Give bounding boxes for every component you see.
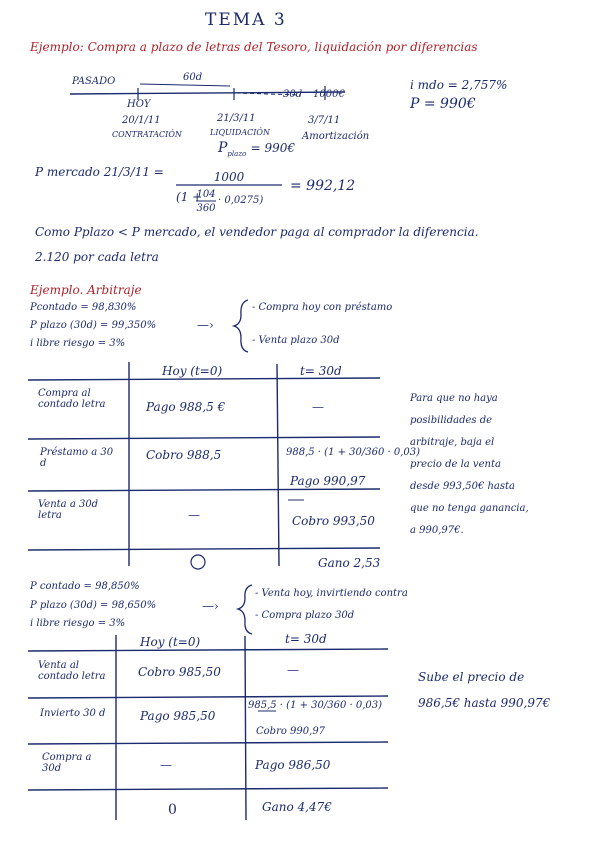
ex3-side-note [418,664,550,716]
timeline-d1-label: HOY [127,99,151,110]
ex3-row0-hoy: Cobro 985,50 [138,665,221,679]
ex2-side-note-1: posibilidades de [410,415,493,426]
ex2-row0-t: — [312,400,324,414]
ex3-strategy-0: - Venta hoy, invirtiendo contra [255,588,408,599]
formula-den-b-text: · 0,0275 [218,195,260,206]
ex2-col-t: t= 30d [300,364,342,378]
ex2-col-hoy: Hoy (t=0) [162,364,223,378]
formula-frac-den: 360 [196,203,216,214]
ex2-side-note-5: que no tenga ganancia, [410,503,529,514]
formula-result: = 992,12 [290,178,356,194]
timeline-nominal: 1000€ [313,89,345,100]
ex3-row1-hoy: Pago 985,50 [140,709,216,723]
plazo-price: P = 990€ [410,96,476,112]
ex2-side-note-0: Para que no haya [410,393,498,404]
ex3-param-0: P contado = 98,850% [30,581,140,592]
ex3-side-note-0: Sube el precio de [418,670,525,684]
timeline-d2-date: 21/3/11 [217,113,256,124]
ex2-row1-formula: 988,5 · (1 + 30/360 · 0,03) [286,447,421,458]
formula-frac-num: 104 [196,189,216,200]
formula-den-b: · 0,0275) [218,195,264,206]
ex2-row0-hoy: Pago 988,5 € [146,400,226,414]
ex3-total-hoy: 0 [168,802,177,818]
pplazo-subscript: plazo [227,149,247,158]
ex2-row2-label: Venta a 30d letra [38,499,99,521]
ex3-strategy-1: - Compra plazo 30d [255,610,355,621]
ex3-row1-label: Invierto 30 d [40,708,106,719]
pplazo-value: = 990€ [250,141,296,155]
ex3-row1-formula: 985,5 · (1 + 30/360 · 0,03) [248,700,383,711]
ex2-row2-t: Cobro 993,50 [292,514,375,528]
timeline-d2-price [218,140,295,158]
ex3-row0-label: Venta al contado letra [38,660,106,682]
ex3-row1-t: Cobro 990,97 [256,726,326,737]
timeline-d1-desc: CONTRATACIÓN [112,130,182,139]
ex3-param-1: P plazo (30d) = 98,650% [30,600,157,611]
ex2-row1-hoy: Cobro 988,5 [146,448,222,462]
ex2-row1-t: Pago 990,97 [290,474,366,488]
ex2-side-note-2: arbitraje, baja el [410,437,495,448]
ex3-row2-hoy: — [160,758,172,772]
timeline-pasado: PASADO [72,76,116,87]
ex2-strategy-1: - Venta plazo 30d [252,335,340,346]
ex3-total-t: Gano 4,47€ [262,800,332,814]
ex3-param-2: i libre riesgo = 3% [30,618,126,629]
ex2-param-0: Pcontado = 98,830% [30,302,137,313]
ex2-side-note-4: desde 993,50€ hasta [410,481,515,492]
formula-numerator: 1000 [213,170,245,184]
timeline-d3-date: 3/7/11 [308,115,341,126]
ex3-side-note-1: 986,5€ hasta 990,97€ [418,696,551,710]
pplazo-symbol: P [218,140,228,156]
ex2-row0-label: Compra al contado letra [38,388,106,410]
ex2-param-2: i libre riesgo = 3% [30,338,126,349]
ex3-row2-label: Compra a 30d [42,752,92,774]
ex2-side-note-6: a 990,97€. [410,525,464,536]
ex2-row2-hoy: — [188,508,200,522]
page-title: TEMA 3 [205,10,287,30]
ex3-col-t: t= 30d [285,632,327,646]
ex2-row1-label: Préstamo a 30 d [40,447,114,469]
example2-heading: Ejemplo. Arbitraje [30,283,142,297]
ex3-col-hoy: Hoy (t=0) [140,635,201,649]
timeline-d3-desc: Amortización [302,131,370,142]
ex2-param-1: P plazo (30d) = 99,350% [30,320,157,331]
ex3-row0-t: — [287,663,299,677]
example1-heading: Ejemplo: Compra a plazo de letras del Tesoro, liquidación por diferencias [30,40,478,54]
ex3-row2-t: Pago 986,50 [255,758,331,772]
market-rate: i mdo = 2,757% [410,78,508,92]
timeline-span2: 30d [283,89,303,100]
note-line1: Como Pplazo < P mercado, el vendedor paga al comprador la diferencia. [35,225,479,239]
timeline-d1-date: 20/1/11 [122,115,161,126]
ex2-side-note [410,388,529,542]
ex2-total-t: Gano 2,53 [318,556,381,570]
formula-den-a: 1 + [180,190,203,204]
ex3-arrow: —› [202,599,219,613]
timeline-span: 60d [183,72,203,83]
ex2-side-note-3: precio de la venta [410,459,501,470]
ex2-arrow: —› [197,318,214,332]
note-line2: 2.120 por cada letra [35,250,159,264]
formula-denominator: (1 + [176,190,203,204]
timeline-d2-desc: LIQUIDACIÓN [210,128,270,137]
ex2-strategy-0: - Compra hoy con préstamo [252,302,393,313]
pmercado-label: P mercado 21/3/11 = [35,165,164,179]
